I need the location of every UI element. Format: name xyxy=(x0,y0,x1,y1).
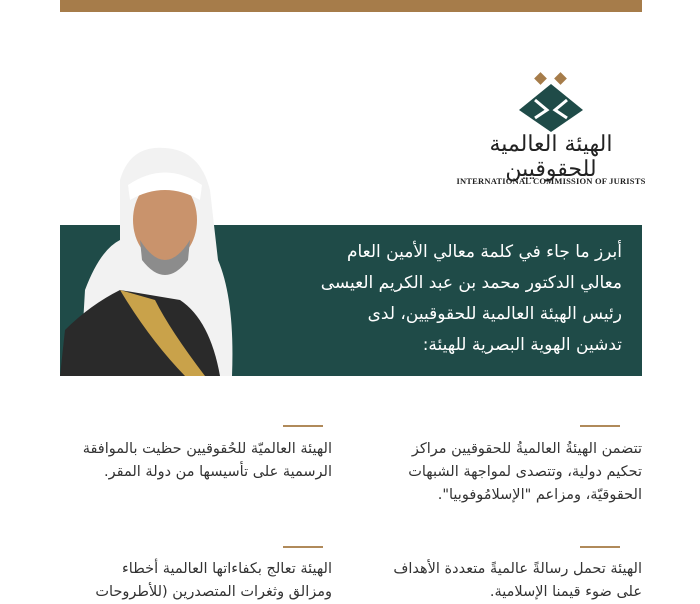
banner-line: أبرز ما جاء في كلمة معالي الأمين العام xyxy=(346,242,622,262)
divider xyxy=(580,546,620,548)
statement-item: الهيئة تعالج بكفاءاتها العالمية أخطاء ومزالق وثغرات المتصدرين (للأطروحات xyxy=(95,561,332,600)
portrait-image xyxy=(60,140,240,376)
statement-item: تتضمن الهيئةُ العالميةُ للحقوقيين مراكز تحكيم دولية، وتتصدى لمواجهة الشبهات الحقوقيّة، ومزاعم "الإسلامُوفوبيا". xyxy=(408,441,642,503)
divider xyxy=(283,546,323,548)
banner-line: تدشين الهوية البصرية للهيئة: xyxy=(422,335,622,355)
statement-item: الهيئة العالميّة للحُقوقيين حظيت بالموافقة الرسمية على تأسيسها من دولة المقر. xyxy=(82,441,332,480)
banner-line: معالي الدكتور محمد بن عبد الكريم العيسى xyxy=(320,273,622,293)
logo xyxy=(455,70,647,190)
statement-item: الهيئة تحمل رسالةً عالميةً متعددة الأهداف على ضوء قيمنا الإسلامية. xyxy=(393,561,642,600)
banner-text xyxy=(262,237,622,361)
logo-arabic-name: الهيئة العالمية للحقوقيين xyxy=(489,132,613,182)
top-accent-bar xyxy=(60,0,642,12)
divider xyxy=(283,425,323,427)
banner-line: رئيس الهيئة العالمية للحقوقيين، لدى xyxy=(367,304,622,324)
divider xyxy=(580,425,620,427)
logo-english-name: INTERNATIONAL COMMISSION OF JURISTS xyxy=(456,176,646,186)
logo-emblem-icon xyxy=(455,70,647,132)
